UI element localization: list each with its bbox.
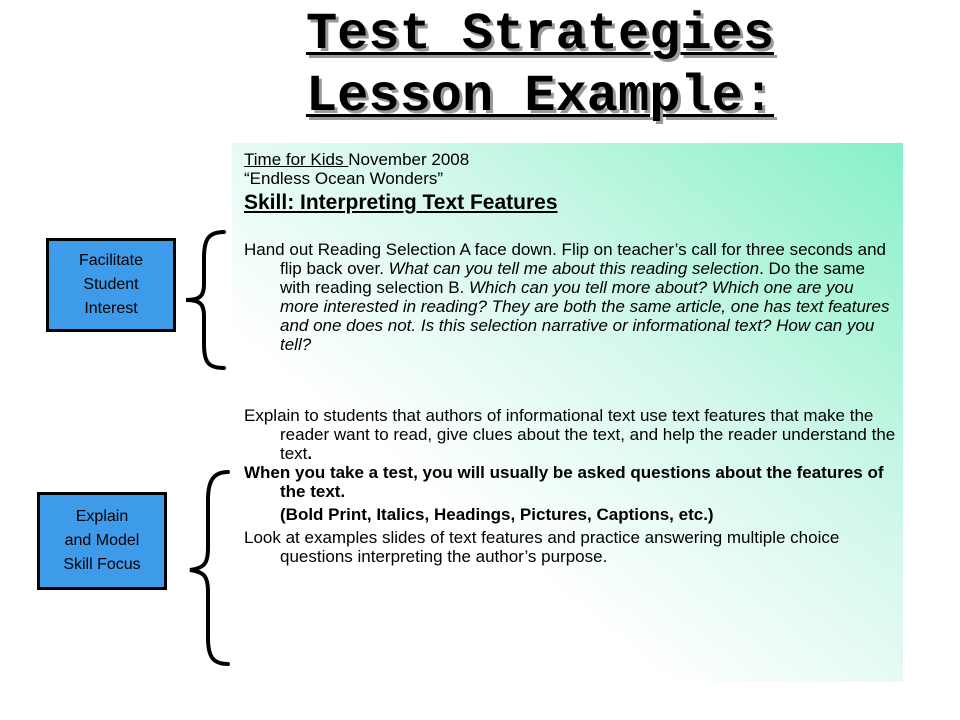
- box2-line-2: and Model: [64, 532, 140, 549]
- paragraph-explain: [244, 406, 896, 463]
- box1-line-2: Student: [83, 276, 139, 293]
- publication-date: November 2008: [348, 150, 470, 169]
- box1-line-1: Facilitate: [78, 252, 144, 269]
- article-title: “Endless Ocean Wonders”: [244, 169, 444, 188]
- explain-model-box: [37, 492, 167, 590]
- para1-text: Hand out Reading Selection A face down. Flip on teacher’s call for three seconds and flip back over.: [244, 240, 886, 278]
- title-line-2: Lesson Example:: [305, 67, 775, 126]
- publication-name: Time for Kids: [244, 150, 349, 169]
- box2-line-1: Explain: [75, 508, 129, 525]
- para1-question-1: What can you tell me about this reading selection: [388, 259, 760, 278]
- skill-heading: Skill: Interpreting Text Features: [244, 191, 558, 214]
- paragraph-handout: [244, 240, 896, 354]
- feature-list: (Bold Print, Italics, Headings, Pictures, Captions, etc.): [280, 505, 714, 524]
- para1-mid-text: . Do the same with reading selection B.: [280, 259, 865, 297]
- box2-line-3: Skill Focus: [63, 556, 141, 573]
- paragraph-test-note: When you take a test, you will usually be asked questions about the features of the text.: [244, 463, 884, 501]
- left-brace-upper: [180, 228, 230, 373]
- para2-period: .: [307, 444, 313, 463]
- facilitate-interest-box: [46, 238, 176, 332]
- box1-line-3: Interest: [84, 300, 138, 317]
- left-brace-lower: [184, 468, 234, 668]
- slide-title: [240, 4, 840, 128]
- paragraph-practice: Look at examples slides of text features and practice answering multiple choice questions interpreting the author’s purpose.: [244, 528, 840, 566]
- para2-text: Explain to students that authors of informational text use text features that make the reader want to read, give clues about the text, and help the reader understand the text: [244, 406, 896, 463]
- lesson-content: [244, 150, 896, 566]
- source-line: [244, 150, 896, 169]
- para1-question-2: Which can you tell more about? Which one are you more interested in reading? They are both the same article, one has text features and one does not. Is this selection narrative or informational text? How can you tell?: [280, 278, 890, 354]
- title-line-1: Test Strategies: [305, 5, 775, 64]
